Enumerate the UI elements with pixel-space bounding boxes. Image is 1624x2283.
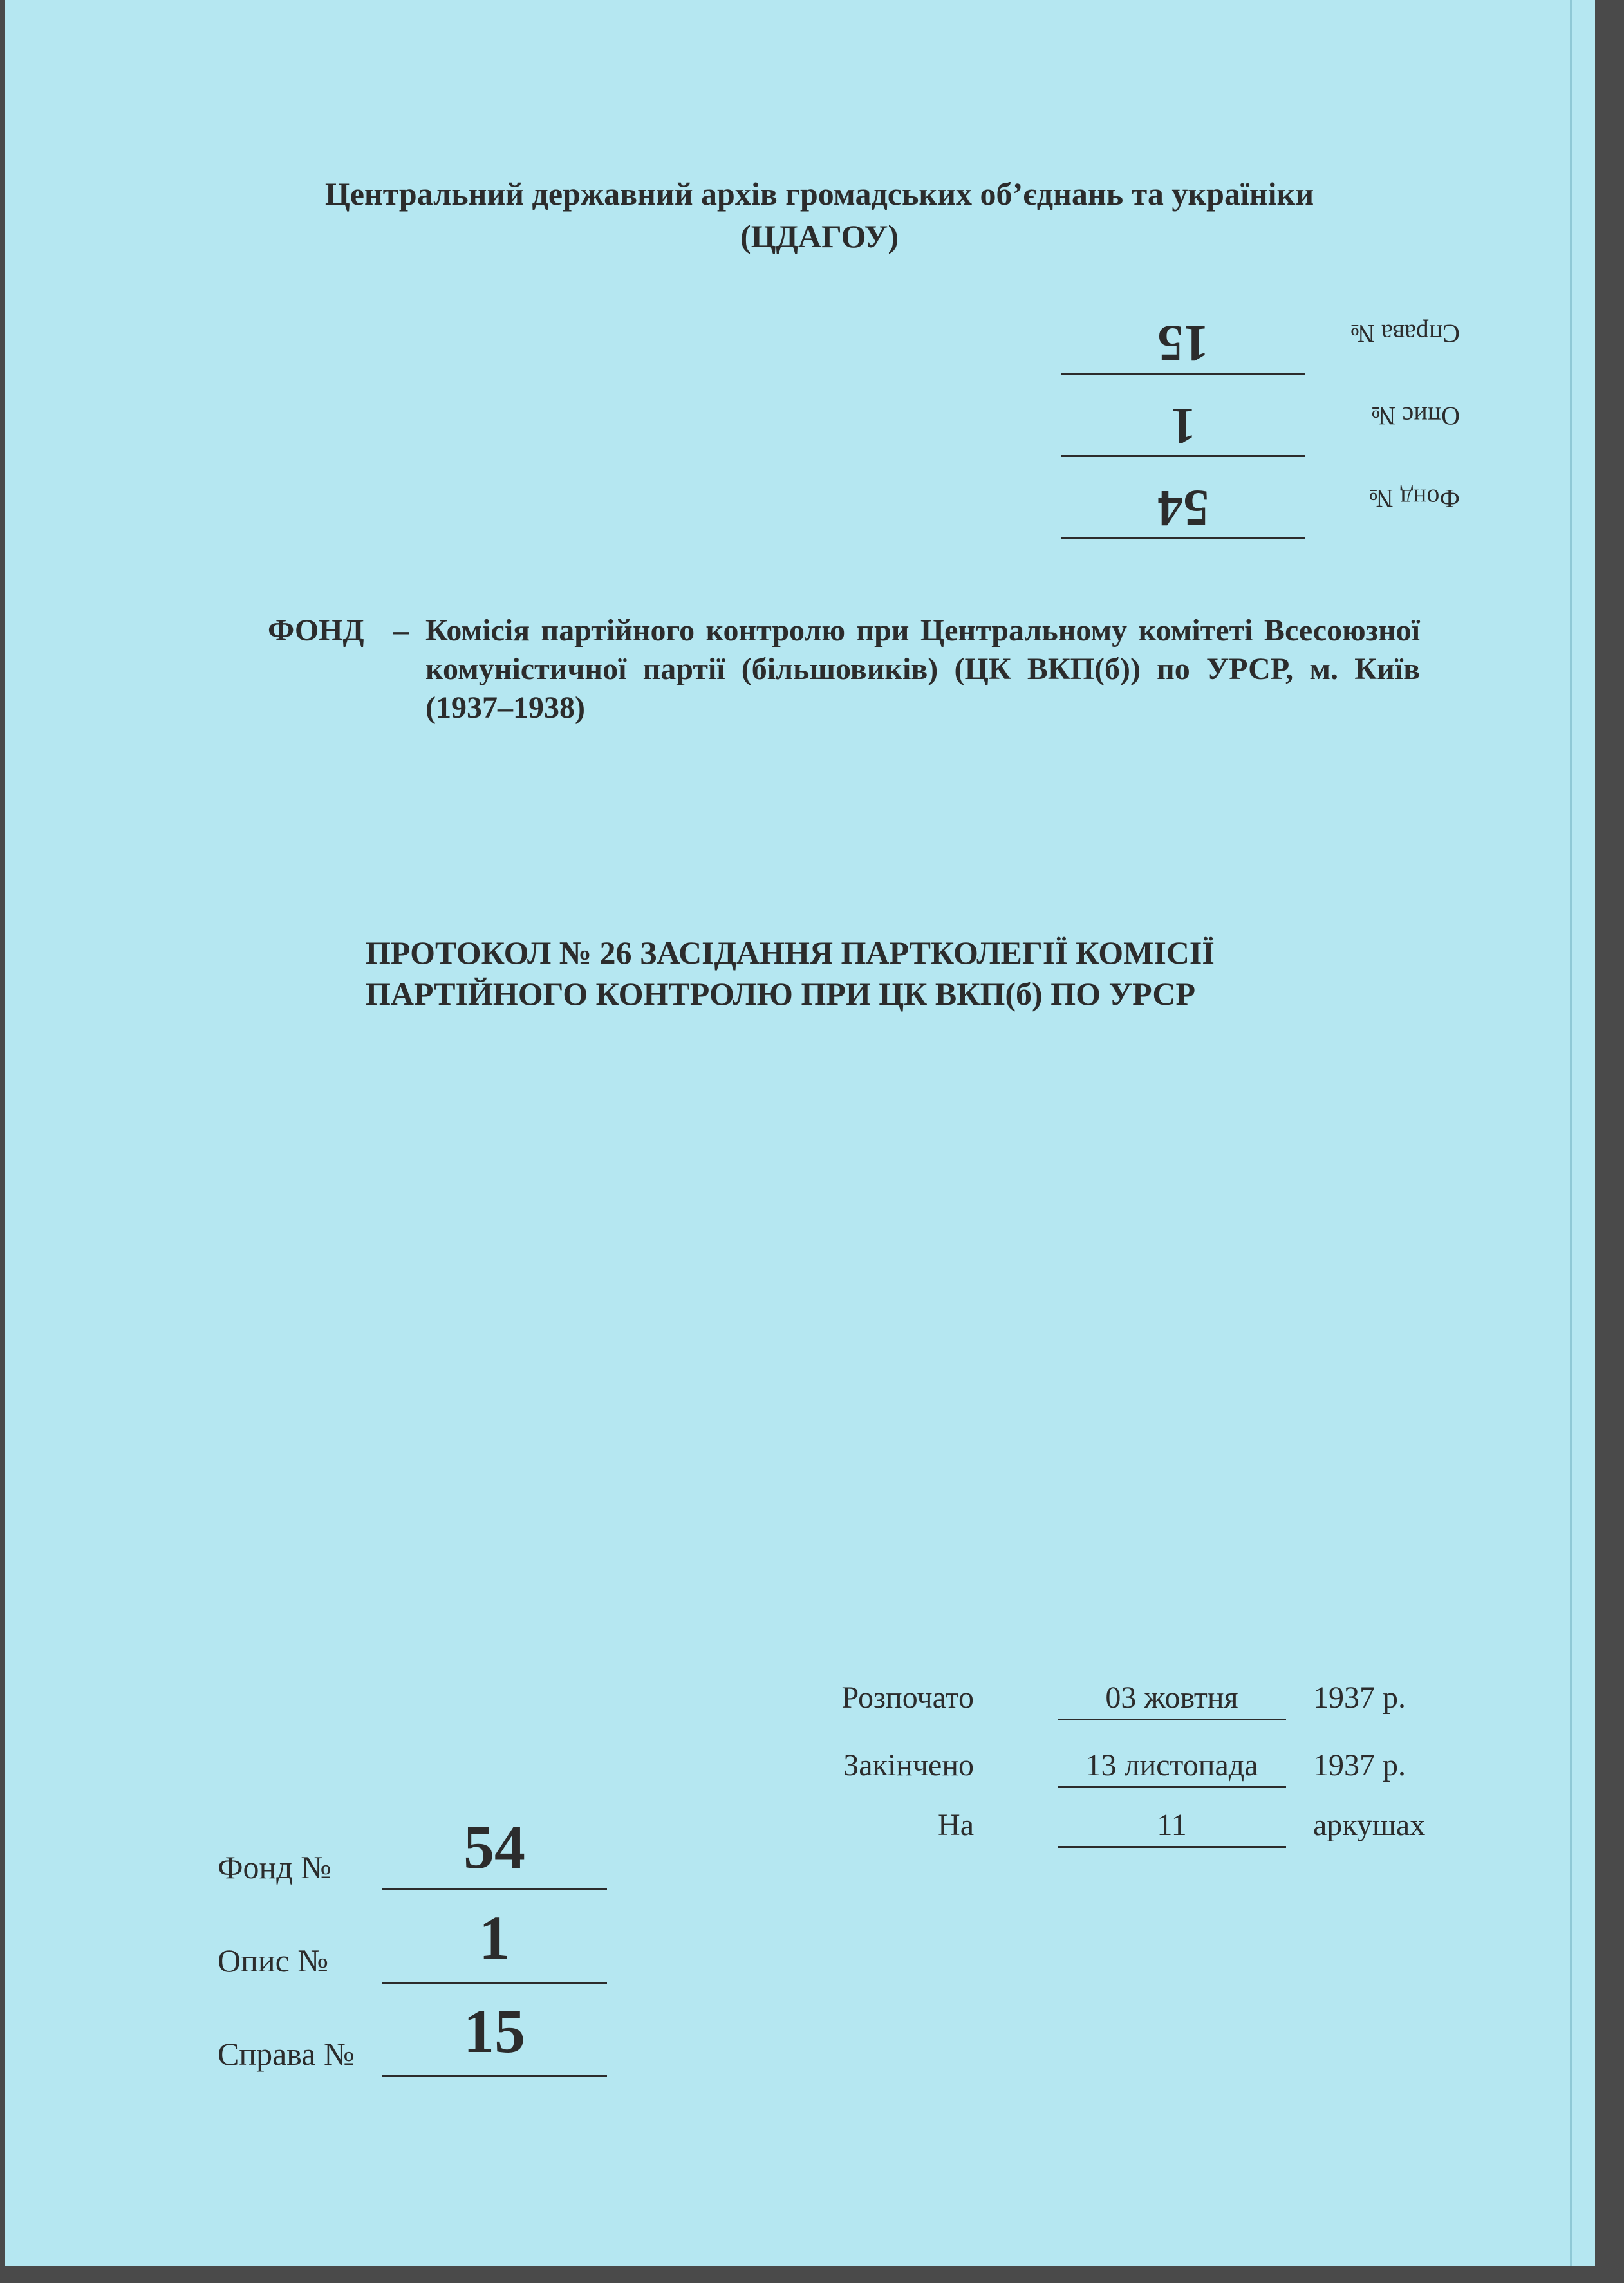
inverted-stamp — [1009, 288, 1460, 539]
inverted-opys-value: 1 — [1170, 397, 1196, 454]
started-underline — [1058, 1719, 1286, 1720]
inverted-fond-value: 54 — [1157, 480, 1209, 536]
protocol-title-line-1: ПРОТОКОЛ № 26 ЗАСІДАННЯ ПАРТКОЛЕГІЇ КОМІСІЇ — [366, 935, 1215, 971]
ended-value: 13 листопада — [1085, 1748, 1258, 1782]
bottom-sprava-label: Справа № — [218, 2036, 355, 2072]
bottom-opys-line — [382, 1982, 607, 1984]
inverted-opys-line — [1061, 455, 1305, 457]
fond-dash: – — [393, 613, 409, 648]
inverted-fond-line — [1061, 537, 1305, 539]
bottom-sprava-value: 15 — [463, 1997, 525, 2065]
protocol-title-line-2: ПАРТІЙНОГО КОНТРОЛЮ ПРИ ЦК ВКП(б) ПО УРСР — [366, 976, 1195, 1012]
bottom-sprava-line — [382, 2075, 607, 2077]
ended-label: Закінчено — [843, 1748, 974, 1782]
protocol-title — [366, 932, 1460, 1014]
inverted-sprava-label: Справа № — [1350, 319, 1460, 348]
inverted-sprava-value: 15 — [1157, 315, 1209, 371]
sheets-suffix: аркушах — [1313, 1808, 1426, 1842]
sheet-edge — [1570, 0, 1572, 2266]
inverted-fond-row — [1009, 462, 1460, 539]
inverted-opys-row — [1009, 380, 1460, 457]
started-row — [841, 1680, 1453, 1725]
archive-name: Центральний державний архів громадських об’єднань та україніки — [324, 176, 1314, 212]
bottom-opys-value: 1 — [479, 1903, 510, 1972]
bottom-opys-row — [218, 1902, 630, 1999]
sheets-label: На — [938, 1808, 974, 1842]
started-year: 1937 р. — [1313, 1681, 1406, 1715]
bottom-fond-label: Фонд № — [218, 1849, 331, 1885]
inverted-fond-label: Фонд № — [1368, 484, 1460, 513]
fond-description: Комісія партійного контролю при Центральному комітеті Всесоюзної комуністичної партії (більшовиків) (ЦК ВКП(б)) по УРСР, м. Київ (1937–1938) — [425, 613, 1420, 725]
archive-abbreviation: (ЦДАГОУ) — [740, 218, 899, 254]
bottom-fond-line — [382, 1888, 607, 1890]
document-cover — [5, 0, 1595, 2266]
sheets-underline — [1058, 1846, 1286, 1848]
fond-label: ФОНД — [268, 613, 364, 648]
inverted-sprava-line — [1061, 373, 1305, 375]
sheets-value: 11 — [1157, 1808, 1187, 1842]
bottom-fond-row — [218, 1809, 630, 1905]
ended-row — [843, 1747, 1453, 1793]
archive-header — [5, 172, 1624, 257]
started-value: 03 жовтня — [1105, 1681, 1238, 1715]
started-label: Розпочато — [841, 1681, 974, 1715]
sheets-row — [874, 1807, 1453, 1852]
bottom-sprava-row — [218, 1995, 630, 2092]
ended-year: 1937 р. — [1313, 1748, 1406, 1782]
bottom-opys-label: Опис № — [218, 1943, 329, 1979]
inverted-sprava-row — [1009, 297, 1460, 375]
inverted-opys-label: Опис № — [1371, 402, 1460, 431]
bottom-fond-value: 54 — [463, 1812, 525, 1881]
ended-underline — [1058, 1786, 1286, 1788]
